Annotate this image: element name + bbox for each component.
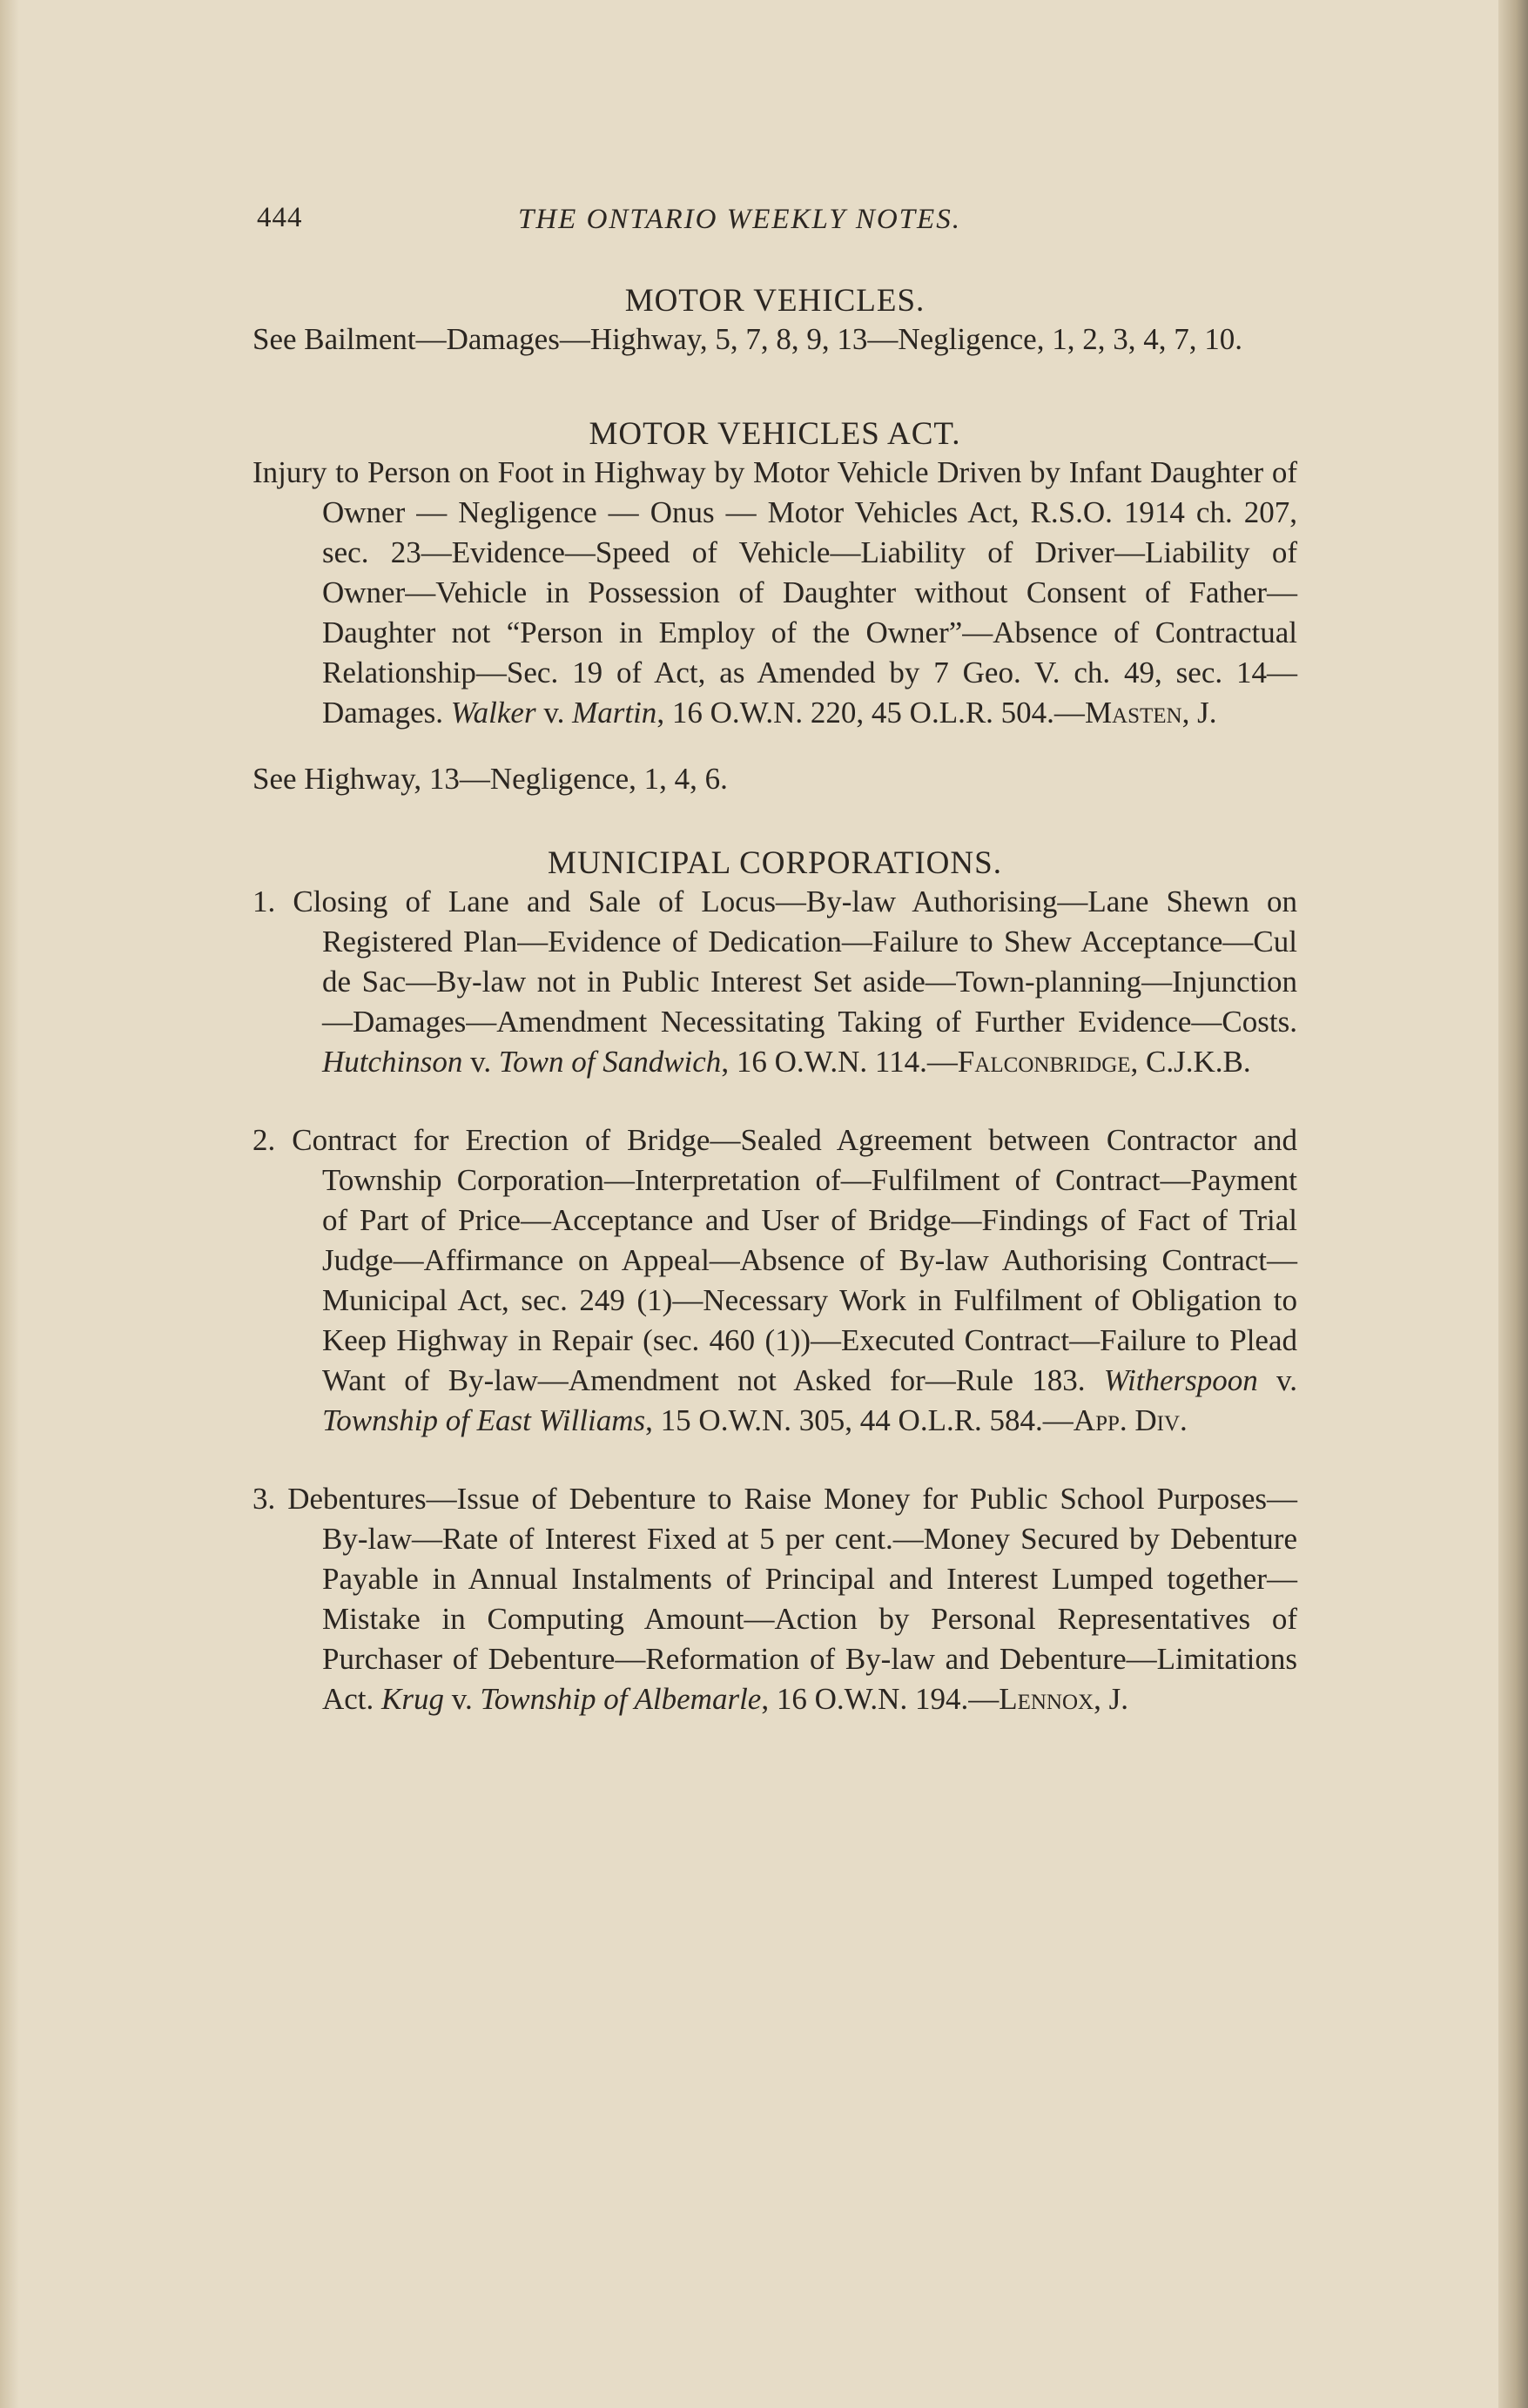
page-number: 444 — [257, 202, 303, 233]
entry-number: 1. — [252, 885, 276, 918]
heading-motor-vehicles-act: MOTOR VEHICLES ACT. — [589, 416, 961, 452]
case-citation: , 16 O.W.N. 194.— — [761, 1682, 1000, 1716]
list-item — [252, 882, 1297, 1082]
heading-motor-vehicles: MOTOR VEHICLES. — [624, 283, 926, 319]
page-edge-right — [1498, 0, 1528, 2408]
judge-name: Falconbridge — [957, 1045, 1131, 1079]
list-item — [252, 1479, 1297, 1719]
page-edge-left — [0, 0, 19, 2408]
heading-municipal-corporations: MUNICIPAL CORPORATIONS. — [548, 845, 1002, 881]
case-citation: , 16 O.W.N. 114.— — [721, 1045, 958, 1079]
judge-suffix: , C.J.K.B. — [1130, 1045, 1251, 1079]
judge-name: Masten — [1084, 696, 1182, 730]
entry-text: Debentures—Issue of Debenture to Raise Money for Public School Purposes—By-law—Rate of Interest Fixed at 5 per cent.—Money Secured by Debenture Payable in Annual Instalments of Principal and Interest Lumped together—Mistake in Computing Amount—Action by Personal Representatives of Purchaser of Debenture—Reformation of By-law and Debenture—Limitations Act. — [287, 1482, 1297, 1716]
case-defendant: Township of Albemarle — [480, 1682, 762, 1716]
judge-name: Lennox — [999, 1682, 1094, 1716]
see-also-motor-vehicles: See Bailment—Damages—Highway, 5, 7, 8, 9, 13—Negligence, 1, 2, 3, 4, 7, 10. — [252, 322, 1242, 356]
page-content — [252, 192, 1297, 1719]
case-v: v. — [543, 696, 565, 730]
case-plaintiff: Witherspoon — [1103, 1363, 1258, 1397]
judge-suffix: . — [1180, 1403, 1188, 1437]
entry-number: 2. — [252, 1123, 276, 1157]
case-v: v. — [470, 1045, 492, 1079]
case-v: v. — [1276, 1363, 1298, 1397]
case-plaintiff: Hutchinson — [322, 1045, 463, 1079]
judge-suffix: , J. — [1181, 696, 1217, 730]
list-item — [252, 1120, 1297, 1441]
case-defendant: Martin — [572, 696, 657, 730]
case-plaintiff: Walker — [450, 696, 536, 730]
entry-text: Injury to Person on Foot in Highway by Motor Vehicle Driven by Infant Daughter of Owner — Negligence — Onus — Motor Vehicles Act, R.S.O. 1914 ch. 207, sec. 23—Evidence—Speed of Vehicle—Liability of Driver—Liability of Owner—Vehicle in Possession of Daughter without Consent of Father—Daughter not “Person in Employ of the Owner”—Absence of Contractual Relationship—Sec. 19 of Act, as Amended by 7 Geo. V. ch. 49, sec. 14—Damages. — [252, 455, 1297, 730]
case-citation: , 15 O.W.N. 305, 44 O.L.R. 584.— — [645, 1403, 1074, 1437]
running-head — [252, 192, 1297, 244]
see-also-motor-vehicles-act: See Highway, 13—Negligence, 1, 4, 6. — [252, 762, 728, 796]
case-defendant: Township of East Williams — [322, 1403, 646, 1437]
judge-suffix: , J. — [1094, 1682, 1128, 1716]
journal-title: THE ONTARIO WEEKLY NOTES. — [518, 204, 961, 235]
judge-name: App. Div — [1073, 1403, 1181, 1437]
case-v: v. — [451, 1682, 473, 1716]
case-citation: , 16 O.W.N. 220, 45 O.L.R. 504.— — [656, 696, 1085, 730]
entry-text: Closing of Lane and Sale of Locus—By-law Authorising—Lane Shewn on Registered Plan—Evidence of Dedication—Failure to Shew Acceptance—Cul de Sac—By-law not in Public Interest Set aside—Town-planning—Injunction—Damages—Amendment Necessitating Taking of Further Evidence—Costs. — [293, 885, 1297, 1039]
entry-motor-vehicles-act — [252, 453, 1297, 733]
case-plaintiff: Krug — [381, 1682, 445, 1716]
entry-text: Contract for Erection of Bridge—Sealed Agreement between Contractor and Township Corporation—Interpretation of—Fulfilment of Contract—Payment of Part of Price—Acceptance and User of Bridge—Findings of Fact of Trial Judge—Affirmance on Appeal—Absence of By-law Authorising Contract—Municipal Act, sec. 249 (1)—Necessary Work in Fulfilment of Obligation to Keep Highway in Repair (sec. 460 (1))—Executed Contract—Failure to Plead Want of By-law—Amendment not Asked for—Rule 183. — [292, 1123, 1298, 1397]
entry-number: 3. — [252, 1482, 276, 1516]
case-defendant: Town of Sandwich — [498, 1045, 722, 1079]
